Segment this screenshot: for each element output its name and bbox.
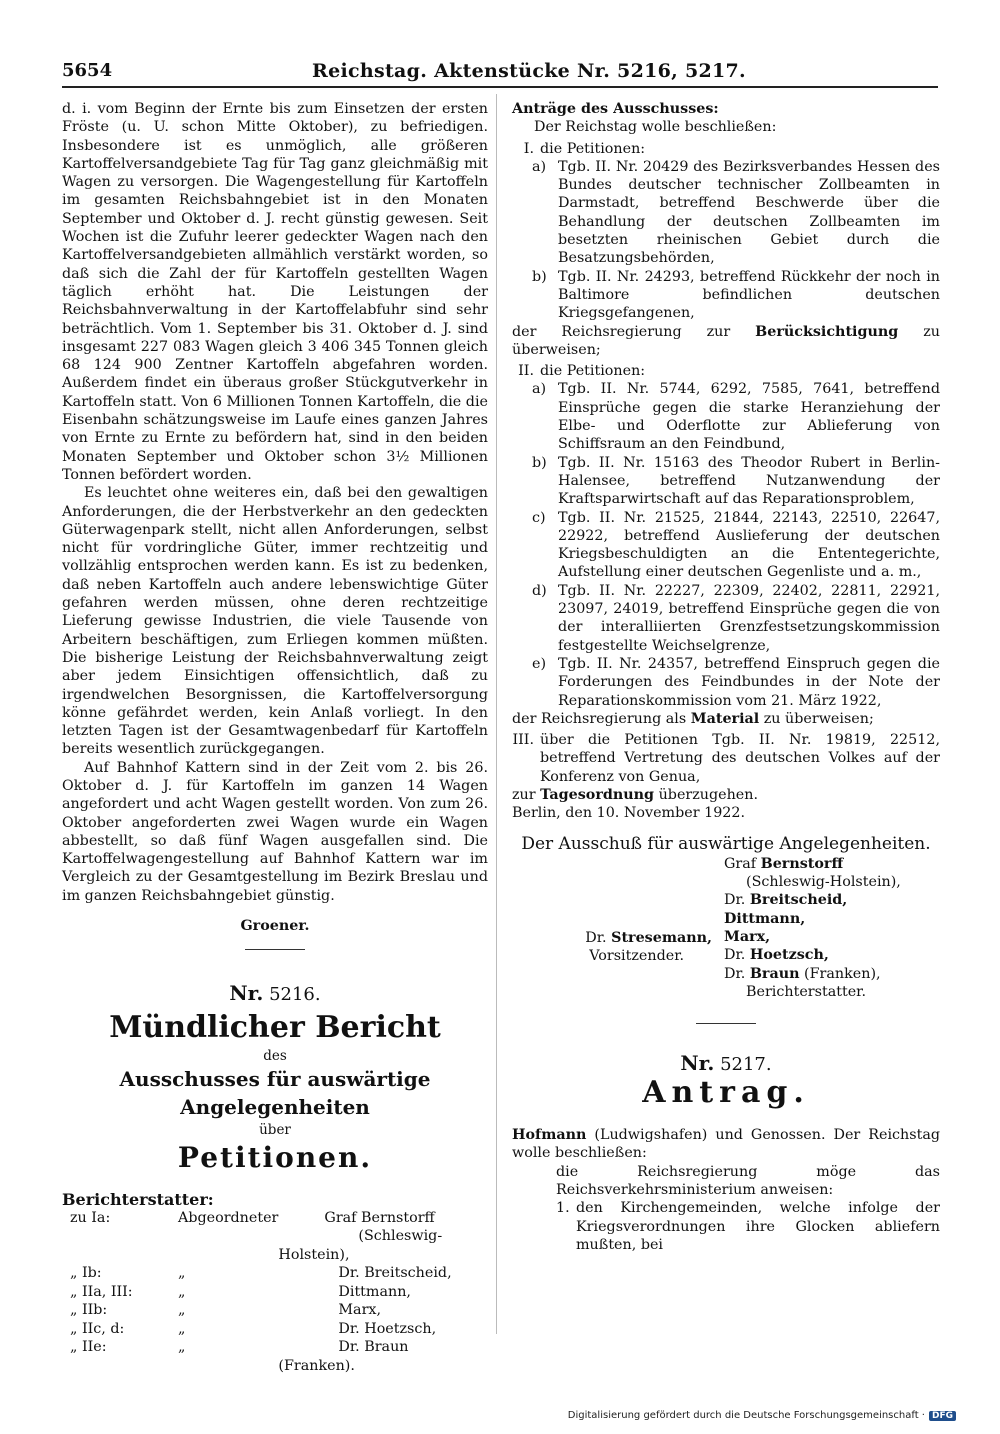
resolution-post: zu überweisen; (763, 710, 874, 727)
page-number: 5654 (62, 60, 113, 81)
reporter-scope: „ IIe: (70, 1339, 107, 1356)
section-ii (512, 362, 940, 380)
reporter-title: Abgeordneter (178, 1209, 279, 1226)
motions-heading: Anträge des Ausschusses: (512, 101, 719, 117)
reporter-scope (62, 1227, 178, 1264)
reporter-name (278, 1283, 488, 1302)
reporter-name-text: Dr. Breitscheid, (338, 1265, 452, 1282)
motion-intro: Der Reichstag wolle beschließen: (534, 119, 777, 136)
item-text: Tgb. II. Nr. 5744, 6292, 7585, 7641, betreffend Einsprüche gegen die starke Heranziehung der Elbe- und Oderflotte zur Ablieferung von Schiffsraum an den Feindbund, (558, 381, 940, 453)
resolution-post: überzugehen. (658, 786, 759, 803)
point-text: den Kirchengemeinden, welche infolge der Kriegsverordnungen ihre Glocken abliefern mußten, bei (576, 1200, 940, 1253)
petition-item (532, 454, 940, 509)
member-line (724, 965, 940, 983)
reporter-mark (178, 1209, 278, 1228)
motion-point (556, 1199, 940, 1254)
chairman (512, 929, 712, 966)
resolution-pre: zur (512, 786, 536, 803)
chair-role: Vorsitzender. (589, 948, 684, 965)
committee-title: Ausschusses für auswärtige Angelegenheiten (119, 1066, 431, 1119)
member-name: Braun (749, 965, 800, 982)
chair-name: Stresemann, (611, 929, 712, 946)
nr-label: Nr. (229, 981, 264, 1006)
member-name: Bernstorff (760, 855, 844, 872)
mover-name: Hofmann (512, 1127, 587, 1144)
member-prefix: Dr. (724, 892, 746, 909)
table-row (62, 1301, 488, 1320)
body-paragraph: d. i. vom Beginn der Ernte bis zum Einsetzen der ersten Fröste (u. U. schon Mitte Oktober), zu befriedigen. Insbesondere ist es unmöglich, alle größeren Kartoffelversandgebiete Tag für Tag ganz gleichmäßig mit Wagen zu versorgen. Die Wagengestellung für Kartoffeln im gesamten Reichsbahngebiet ist in den Monaten September und Oktober d. J. recht günstig gewesen. Seit Wochen ist die Zufuhr leerer gedeckter Wagen nach den Kartoffelversandgebieten allmählich verstärkt worden, so daß sich die Zahl der für Kartoffeln gestellten Wagen täglich erhöht hat. Die Leistungen der Reichsbahnverwaltung in der Kartoffelabfuhr sind sehr beträchtlich. Vom 1. September bis 31. Oktober d. J. sind insgesamt 227 083 Wagen gleich 3 406 345 Tonnen gleich 68 124 900 Zentner Kartoffeln abgefahren worden. Außerdem findet ein überaus großer Stückgutverkehr in Kartoffeln statt. Von 6 Millionen Tonnen Kartoffeln, die die Eisenbahn schätzungsweise im Laufe eines ganzen Jahres von Ernte zu Ernte zu befördern hat, sind in den beiden Monaten September und Oktober schon 3½ Millionen Tonnen befördert worden. (62, 101, 488, 483)
motion-mover (512, 1126, 940, 1163)
document-title: Antrag. (642, 1075, 810, 1111)
item-text: Tgb. II. Nr. 15163 des Theodor Rubert in Berlin-Halensee, betreffend Nutzanwendung der Kraftsparwirtschaft auf das Reparationsproblem, (558, 454, 940, 508)
nr-value: 5216. (269, 984, 321, 1006)
section-label: III. (512, 732, 534, 749)
reporter-name (278, 1301, 488, 1320)
section-resolution (512, 786, 940, 804)
title-connector: über (259, 1121, 291, 1138)
resolution-bold: Tagesordnung (540, 786, 655, 803)
reporter-scope: „ IIc, d: (70, 1320, 125, 1337)
item-label: a) (532, 158, 547, 175)
member-prefix: Graf (724, 855, 757, 872)
chair-prefix: Dr. (585, 929, 607, 946)
resolution-bold: Material (690, 710, 760, 727)
subject-title: Petitionen. (177, 1140, 373, 1174)
document-number-5217 (512, 1050, 940, 1075)
member-suffix: Berichterstatter. (746, 983, 866, 1000)
section-text: die Petitionen: (540, 140, 646, 157)
reporter-name-text: Dr. Braun (Franken). (278, 1339, 409, 1374)
reporter-mark: „ (178, 1320, 186, 1337)
nr-value: 5217. (720, 1053, 772, 1075)
column-divider (496, 94, 497, 1334)
section-text: die Petitionen: (540, 363, 646, 380)
document-title: Mündlicher Bericht (109, 1009, 441, 1045)
document-number-5216 (62, 981, 488, 1006)
signature: Groener. (240, 918, 310, 935)
member-line (724, 983, 940, 1001)
section-label: II. (518, 363, 534, 380)
running-title: Reichstag. Aktenstücke Nr. 5216, 5217. (312, 60, 746, 82)
nr-label: Nr. (680, 1050, 715, 1075)
reporters-table (62, 1209, 488, 1376)
table-row (62, 1338, 488, 1375)
petition-item (532, 268, 940, 323)
table-row (62, 1209, 488, 1228)
petition-item (532, 158, 940, 268)
chair-line (512, 929, 712, 947)
item-text: Tgb. II. Nr. 24293, betreffend Rückkehr der noch in Baltimore befindlichen deutschen Kriegsgefangenen, (558, 268, 940, 322)
item-label: a) (532, 381, 547, 398)
resolution-pre: der Reichsregierung als (512, 710, 687, 727)
member-name: Marx, (724, 929, 771, 946)
reporter-name-text: Graf Bernstorff (324, 1209, 435, 1226)
dfg-logo: DFG (929, 1411, 956, 1421)
section-resolution (512, 323, 940, 360)
table-row (62, 1227, 488, 1264)
reporter-scope: „ IIa, III: (70, 1283, 133, 1300)
reporter-scope: zu Ia: (70, 1209, 111, 1226)
item-label: c) (532, 509, 546, 526)
section-i (512, 140, 940, 158)
section-text: über die Petitionen Tgb. II. Nr. 19819, 22512, betreffend Vertretung des deutschen Volkes auf der Konferenz von Genua, (540, 732, 940, 785)
item-label: b) (532, 268, 547, 285)
section-resolution (512, 710, 940, 728)
title-connector: des (263, 1047, 287, 1064)
member-prefix: Dr. (724, 947, 746, 964)
member-line (724, 928, 940, 946)
section-iii (512, 731, 940, 786)
member-prefix: Dr. (724, 965, 746, 982)
resolution-bold: Berücksichtigung (755, 323, 899, 340)
member-suffix: (Schleswig-Holstein), (746, 874, 901, 891)
reporter-name (278, 1264, 488, 1283)
member-name: Dittmann, (724, 910, 806, 927)
item-text: Tgb. II. Nr. 24357, betreffend Einspruch gegen die Forderungen des Feindbundes in der Note der Reparationskommission vom 21. März 1922, (558, 655, 940, 709)
member-line (724, 855, 940, 873)
reporter-mark: „ (178, 1283, 186, 1300)
left-column (62, 100, 488, 1375)
committee-name: Der Ausschuß für auswärtige Angelegenheiten. (521, 833, 931, 854)
reporter-name (278, 1338, 488, 1375)
petition-item (532, 509, 940, 582)
item-text: Tgb. II. Nr. 22227, 22309, 22402, 22811, 22921, 23097, 24019, betreffend Einsprüche gegen die von der interalliierten Grenzfestsetzungskommission festgestellte Weichselgrenze, (558, 582, 940, 654)
section-separator (696, 1023, 756, 1024)
item-label: b) (532, 454, 547, 471)
page-header (62, 60, 938, 88)
right-column (512, 100, 940, 1254)
reporter-name-text: Marx, (338, 1302, 382, 1319)
member-list (724, 855, 940, 1001)
reporters-heading: Berichterstatter: (62, 1189, 214, 1209)
reporter-name (278, 1320, 488, 1339)
section-label: I. (523, 140, 534, 157)
body-paragraph: Auf Bahnhof Kattern sind in der Zeit vom 2. bis 26. Oktober d. J. für Kartoffeln im ganzen 14 Wagen angefordert und acht Wagen gestellt worden. Von zum 26. Oktober angeforderten zwei Wagen wurde ein Wagen abbestellt, so daß fünf Wagen ausgefallen sind. Die Kartoffelwagengestellung auf Bahnhof Kattern war im Vergleich zu der Gesamtgestellung im Bezirk Breslau und im ganzen Reichsbahngebiet günstig. (62, 759, 488, 904)
member-line (724, 873, 940, 891)
section-separator (245, 949, 305, 950)
committee-members (512, 855, 940, 1015)
member-line (724, 910, 940, 928)
member-name: Breitscheid, (749, 892, 848, 909)
resolution-pre: der Reichsregierung zur (512, 323, 731, 340)
body-paragraph: Es leuchtet ohne weiteres ein, daß bei den gewaltigen Anforderungen, die der Herbstverkehr an den gedeckten Güterwagenpark stellt, nicht allen Anforderungen, selbst nicht für vordringliche Güter, immer rechtzeitig und vollzählig entsprochen werden kann. Es ist zu bedenken, daß neben Kartoffeln auch andere lebenswichtige Güter gefahren werden müssen, ohne deren rechtzeitige Lieferung gewisse Industrien, die viele Tausende von Arbeitern beschäftigen, zum Erliegen kommen müßten. Die bisherige Leistung der Reichsbahnverwaltung zeigt aber jedem Einsichtigen offensichtlich, daß zu irgendwelchen Besorgnissen, die Kartoffelversorgung könne gefährdet werden, kein Anlaß vorliegt. In den letzten Tagen ist der Gesamtwagenbedarf für Kartoffeln bereits wesentlich zurückgegangen. (62, 485, 488, 758)
motion-request: die Reichsregierung möge das Reichsverkehrsministerium anweisen: (556, 1163, 940, 1199)
petition-item (532, 582, 940, 655)
member-suffix: (Franken), (804, 965, 881, 982)
point-label: 1. (556, 1200, 570, 1217)
petition-item (532, 655, 940, 710)
member-line (724, 891, 940, 909)
reporter-name-text: Dr. Hoetzsch, (338, 1320, 437, 1337)
reporter-mark: „ (178, 1339, 186, 1356)
item-label: e) (532, 655, 547, 672)
reporter-name-text: Dittmann, (338, 1283, 411, 1300)
petition-item (532, 380, 940, 453)
reporter-scope: „ IIb: (70, 1302, 108, 1319)
mover-rest: (Ludwigshafen) und Genossen. Der Reichstag wolle beschließen: (512, 1127, 941, 1162)
reporter-name (278, 1227, 488, 1264)
resolution-post: zu überweisen; (512, 323, 940, 358)
reporter-mark (178, 1227, 278, 1264)
reporter-mark: „ (178, 1302, 186, 1319)
item-text: Tgb. II. Nr. 21525, 21844, 22143, 22510, 22647, 22922, betreffend Auslieferung der deutschen Kriegsbeschuldigten an die Ententegerichte, Aufstellung einer deutschen Gegenliste und a. m., (558, 509, 940, 581)
table-row (62, 1320, 488, 1339)
member-line (724, 946, 940, 964)
member-name: Hoetzsch, (749, 947, 829, 964)
digitization-footer (568, 1410, 956, 1421)
reporter-name (278, 1209, 488, 1228)
item-label: d) (532, 582, 547, 599)
reporter-scope: „ Ib: (70, 1265, 102, 1282)
item-text: Tgb. II. Nr. 20429 des Bezirksverbandes Hessen des Bundes deutscher technischer Zollbeamten in Darmstadt, betreffend Beschwerde über die Behandlung der deutschen Zollbeamten im besetzten rheinischen Gebiet durch die Besatzungsbehörden, (558, 158, 940, 267)
reporter-name-text: (Schleswig-Holstein), (278, 1228, 443, 1263)
table-row (62, 1283, 488, 1302)
date-line: Berlin, den 10. November 1922. (512, 805, 746, 822)
table-row (62, 1264, 488, 1283)
reporter-mark: „ (178, 1265, 186, 1282)
footer-text: Digitalisierung gefördert durch die Deutsche Forschungsgemeinschaft · (567, 1410, 925, 1421)
